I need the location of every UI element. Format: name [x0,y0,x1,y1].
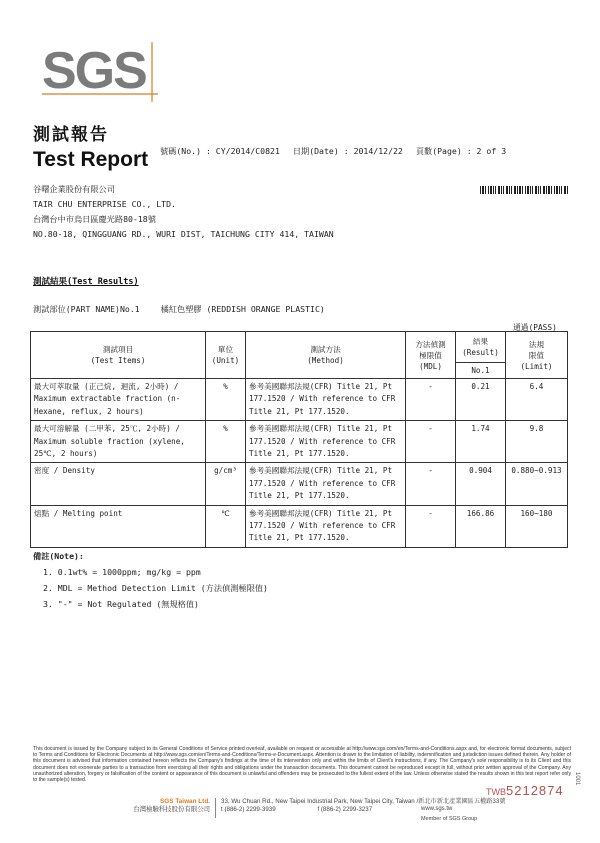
disclaimer-text: This document is issued by the Company subject to its General Conditions of Service printed overleaf, available on request or accessible at http://www.sgs.com/en/Terms-and-Conditions.aspx and, for electronic format documents, subject to Terms and Conditions for Electronic Documents at http://www.sgs.com/en/Terms-and-Conditions/Terms-e-Document.aspx. Attention is drawn to the limitation of liability, indemnification and jurisdiction issues defined therein. Any holder of this document is advised that information contained hereon reflects the Company's findings at the time of its intervention only and within the limits of Client's instructions, if any. The Company's sole responsibility is to its Client and this document does not exonerate parties to a transaction from exercising all their rights and obligations under the transaction documents. This document cannot be reproduced except in full, without prior written approval of the Company. Any unauthorized alteration, forgery or falsification of the content or appearance of this document is unlawful and offenders may be prosecuted to the fullest extent of the law. Unless otherwise stated the results shown in this test report refer only to the sample(s) tested. [33,746,571,784]
cell-method: 參考美國聯邦法規(CFR) Title 21, Pt 177.1520 / With reference to CFR Title 21, Pt 177.1520. [246,421,406,463]
cell-unit: % [206,421,246,463]
report-title-en: Test Report [33,148,149,171]
cell-method: 參考美國聯邦法規(CFR) Title 21, Pt 177.1520 / With reference to CFR Title 21, Pt 177.1520. [246,379,406,421]
cell-mdl: - [406,463,456,505]
cell-limit: 6.4 [506,379,568,421]
results-header-row [31,332,568,363]
footer-brand: SGS Taiwan Ltd. [160,798,210,805]
cell-mdl: - [406,379,456,421]
serial-number [486,783,564,798]
cell-mdl: - [406,421,456,463]
test-results-heading: 測試結果(Test Results) [33,277,139,287]
notes-section [33,548,268,612]
footer-website: www.sgs.tw [421,806,453,812]
notes-title: 備註(Note): [33,551,84,561]
report-header-info [160,146,514,157]
footer-fax: f (886-2) 2299-3237 [317,806,373,813]
cell-item: 熔點 / Melting point [31,505,206,547]
header-test-items: 測試項目 (Test Items) [31,332,206,379]
footer-divider [215,798,216,818]
cell-unit: ℃ [206,505,246,547]
cell-item: 最大可萃取量 (正己烷, 迴流, 2小時) / Maximum extractable fraction (n-Hexane, reflux, 2 hours) [31,379,206,421]
cell-result: 1.74 [456,421,506,463]
footer-contact [221,798,506,814]
note-item: 1. 0.1wt% = 1000ppm; mg/kg = ppm [43,567,201,577]
pass-status: 通過(PASS) [513,323,557,332]
cell-method: 參考美國聯邦法規(CFR) Title 21, Pt 177.1520 / With reference to CFR Title 21, Pt 177.1520. [246,463,406,505]
note-item: 3. "-" = Not Regulated (無規格值) [43,599,199,609]
header-result-no: No.1 [456,363,506,379]
serial-prefix: TWB [486,787,506,797]
table-row [31,379,568,421]
footer-brand-zh: 台灣檢驗科技股份有限公司 [133,806,210,813]
header-mdl: 方法偵測 極限值 (MDL) [406,332,456,379]
cell-method: 參考美國聯邦法規(CFR) Title 21, Pt 177.1520 / With reference to CFR Title 21, Pt 177.1520. [246,505,406,547]
footer-brand-block [118,798,210,814]
cell-unit: % [206,379,246,421]
footer-tel: t (886-2) 2299-3939 [221,806,276,813]
note-item: 2. MDL = Method Detection Limit (方法偵測極限值) [43,583,268,593]
table-row [31,421,568,463]
client-name-zh: 谷曙企業股份有限公司 [33,184,115,194]
cell-limit: 0.880~0.913 [506,463,568,505]
client-address-en: NO.80-18, QINGGUANG RD., WURI DIST, TAICHUNG CITY 414, TAIWAN [33,229,334,239]
cell-limit: 9.8 [506,421,568,463]
report-title-zh: 測試報告 [33,125,109,145]
sgs-logo [40,42,165,108]
footer-member: Member of SGS Group [421,816,478,822]
cell-result: 0.21 [456,379,506,421]
header-result: 結果 (Result) [456,332,506,363]
report-page: 頁數(Page) : 2 of 3 [415,146,507,156]
table-row [31,463,568,505]
sgs-logo-text: SGS [42,42,146,100]
part-name [33,304,325,315]
side-number: 1001 [574,772,580,786]
client-name-en: TAIR CHU ENTERPRISE CO., LTD. [33,199,176,209]
cell-result: 0.904 [456,463,506,505]
cell-mdl: - [406,505,456,547]
barcode [480,186,570,194]
header-limit: 法規 限值 (Limit) [506,332,568,379]
cell-unit: g/cm³ [206,463,246,505]
cell-limit: 160~180 [506,505,568,547]
client-address-zh: 台灣台中市烏日區慶光路80-18號 [33,214,156,224]
table-row [31,505,568,547]
cell-result: 166.86 [456,505,506,547]
cell-item: 最大可溶解量 (二甲苯, 25℃, 2小時) / Maximum soluble fraction (xylene, 25℃, 2 hours) [31,421,206,463]
serial-digits: 5212874 [506,783,564,798]
report-date: 日期(Date) : 2014/12/22 [292,146,403,156]
header-unit: 單位 (Unit) [206,332,246,379]
results-table [30,331,568,548]
report-number: 號碼(No.) : CY/2014/C0821 [160,146,280,156]
cell-item: 密度 / Density [31,463,206,505]
sgs-logo-graphic [40,42,165,104]
part-name-label: 測試部位(PART NAME)No.1 [33,304,140,314]
footer-address: 33, Wu Chuan Rd., New Taipei Industrial Park, New Taipei City, Taiwan /新北市新北產業園區五權路33號 [221,798,506,805]
part-name-value: 橘紅色塑膠 (REDDISH ORANGE PLASTIC) [160,304,325,314]
header-method: 測試方法 (Method) [246,332,406,379]
